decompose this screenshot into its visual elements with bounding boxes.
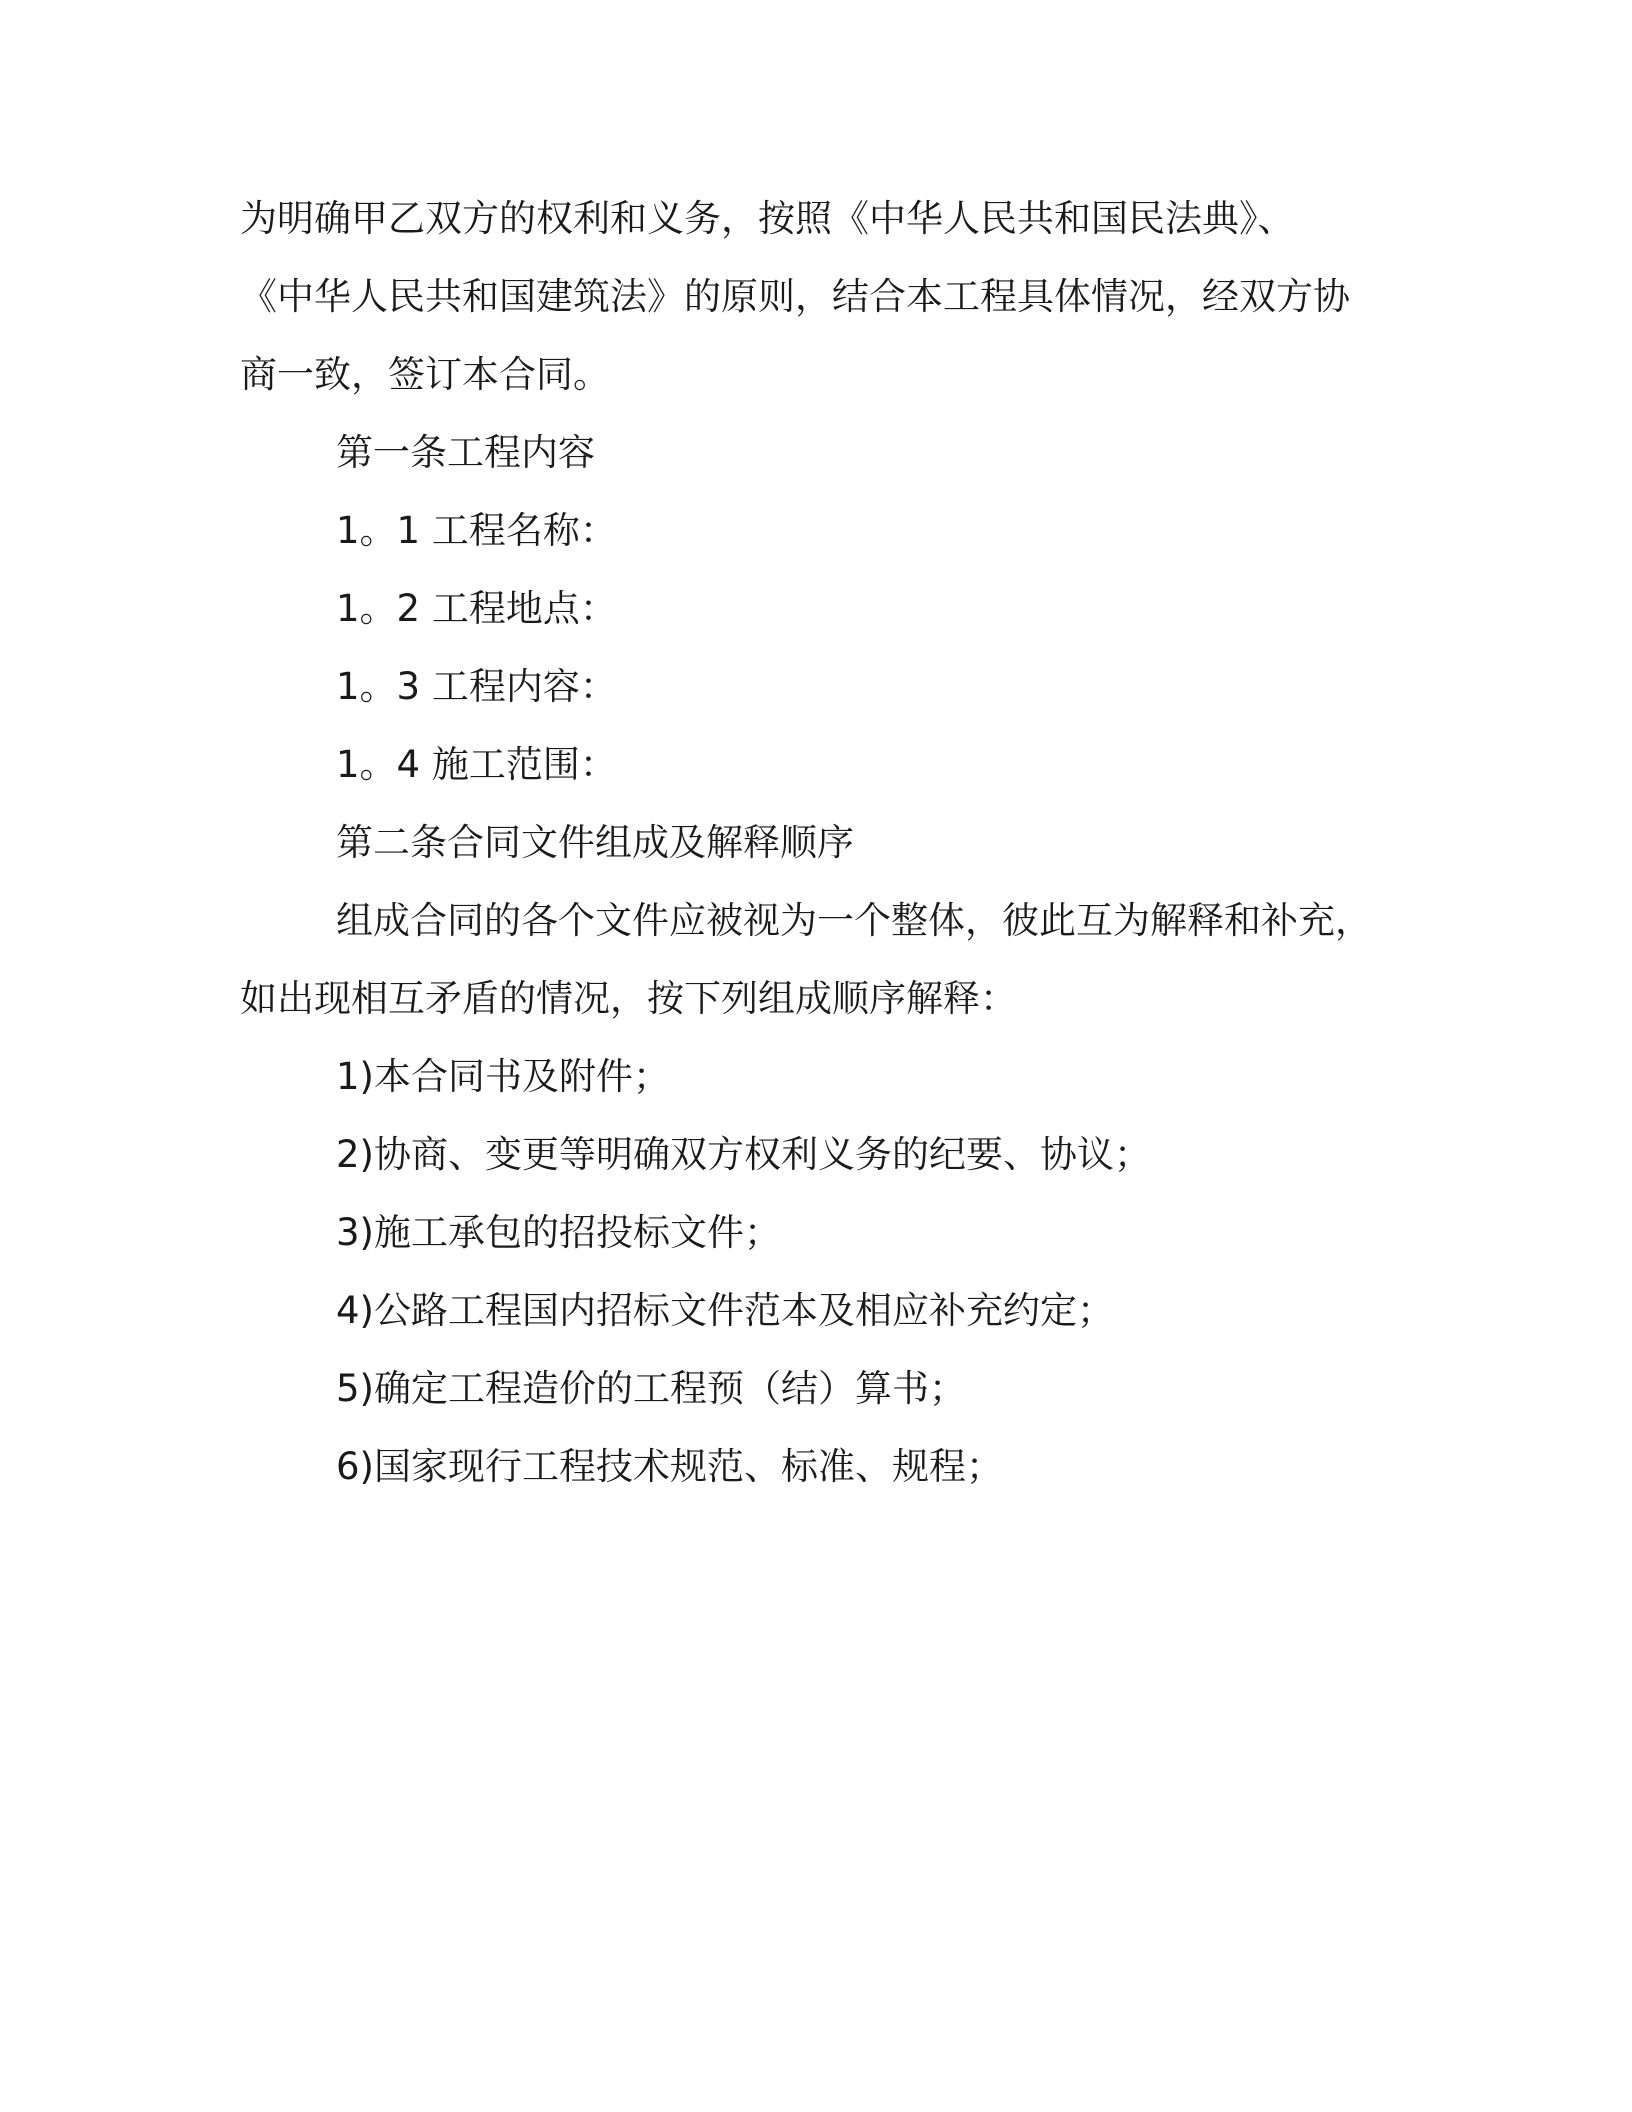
intro-line-1: 为明确甲乙双方的权利和义务，按照《中华人民共和国民法典》、 (240, 197, 1295, 240)
article-2-item-3: 3)施工承包的招投标文件； (336, 1211, 781, 1254)
article-2-body (240, 882, 1380, 1038)
article-1-item-4: 1。4 施工范围： (336, 743, 617, 786)
article-1-item-1: 1。1 工程名称： (336, 509, 617, 552)
article-2-item-1: 1)本合同书及附件； (336, 1055, 670, 1098)
document-body (240, 180, 1380, 1506)
article-2-item-2: 2)协商、变更等明确双方权利义务的纪要、协议； (336, 1133, 1151, 1176)
article-2-body-line-2: 如出现相互矛盾的情况，按下列组成顺序解释： (240, 977, 1017, 1020)
article-2-heading: 第二条合同文件组成及解释顺序 (336, 821, 854, 864)
article-2-body-line-1: 组成合同的各个文件应被视为一个整体，彼此互为解释和补充， (336, 899, 1372, 942)
intro-line-3: 商一致，签订本合同。 (240, 353, 610, 396)
article-1-heading: 第一条工程内容 (336, 431, 595, 474)
article-2-item-6: 6)国家现行工程技术规范、标准、规程； (336, 1445, 1003, 1488)
article-1-item-3: 1。3 工程内容： (336, 665, 617, 708)
article-1-item-2: 1。2 工程地点： (336, 587, 617, 630)
article-2-item-4: 4)公路工程国内招标文件范本及相应补充约定； (336, 1289, 1114, 1332)
article-2-item-5: 5)确定工程造价的工程预（结）算书； (336, 1367, 966, 1410)
intro-line-2: 《中华人民共和国建筑法》的原则，结合本工程具体情况，经双方协 (240, 275, 1350, 318)
intro-paragraph (240, 180, 1380, 414)
